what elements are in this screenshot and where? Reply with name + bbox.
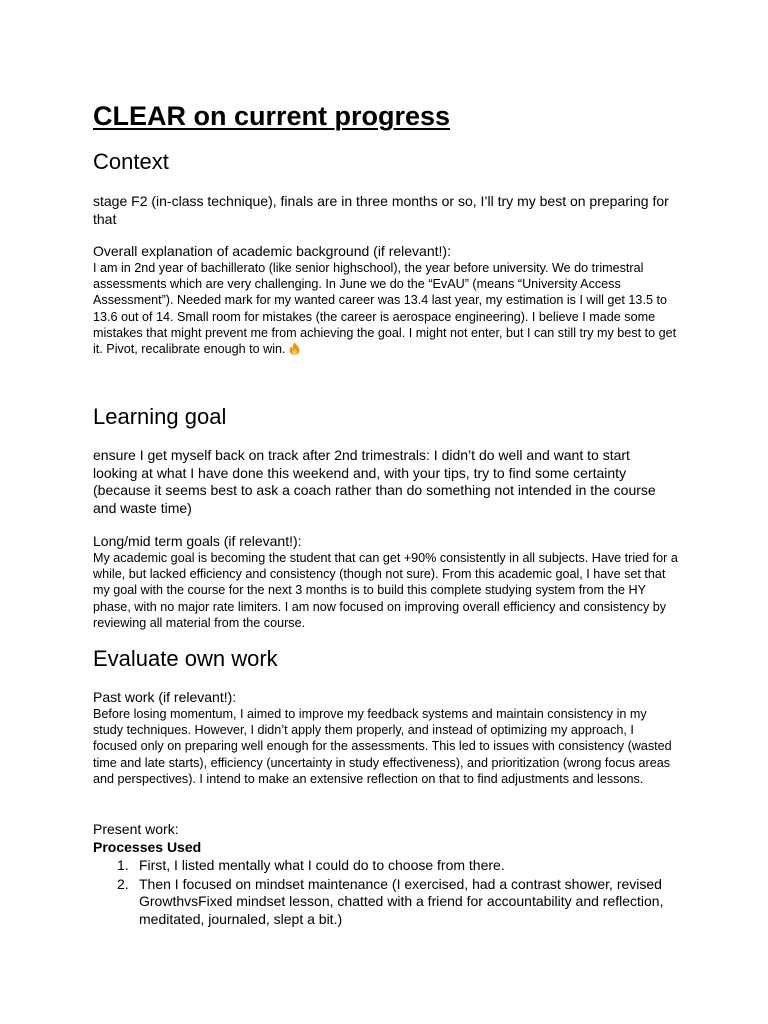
context-heading: Context — [93, 149, 169, 174]
processes-list — [93, 857, 678, 929]
long-mid-goals-label: Long/mid term goals (if relevant!): — [93, 533, 302, 549]
background-paragraph — [93, 260, 678, 357]
list-item-number: 2. — [117, 875, 129, 892]
background-label: Overall explanation of academic background (if relevant!): — [93, 243, 451, 259]
long-mid-goals-text: My academic goal is becoming the student that can get +90% consistently in all subjects. Have tried for a while, but lacked efficiency and consistency (though not sure). From this academic goal, I have set that my goal with the course for the next 3 months is to build this complete studying system from the HY phase, with no major rate limiters. I am now focused on improving overall efficiency and consistency by reviewing all material from the course. — [93, 551, 678, 630]
list-item-text: Then I focused on mindset maintenance (I exercised, had a contrast shower, revised GrowthvsFixed mindset lesson, chatted with a friend for accountability and reflection, meditated, journaled, slept a bit.) — [139, 875, 664, 927]
past-work-text: Before losing momentum, I aimed to improve my feedback systems and maintain consistency in my study techniques. However, I didn’t apply them properly, and instead of optimizing my approach, I focused only on preparing well enough for the assessments. This led to issues with consistency (wasted time and late starts), efficiency (uncertainty in study effectiveness), and prioritization (wrong focus areas and perspectives). I intend to make an extensive reflection on that to find adjustments and lessons. — [93, 707, 672, 786]
context-stage-text: stage F2 (in-class technique), finals are in three months or so, I’ll try my best on preparing for that — [93, 193, 669, 227]
document-title: CLEAR on current progress — [93, 101, 451, 131]
list-item — [93, 876, 678, 929]
past-work-label: Past work (if relevant!): — [93, 689, 237, 705]
processes-heading: Processes Used — [93, 839, 202, 855]
list-item-number: 1. — [117, 857, 129, 873]
learning-goal-text: ensure I get myself back on track after 2nd trimestrals: I didn’t do well and want to start looking at what I have done this weekend and, with your tips, try to find some certainty (because it seems best to ask a coach rather than do something not intended in the course and waste time) — [93, 447, 656, 516]
background-text: I am in 2nd year of bachillerato (like senior highschool), the year before university. We do trimestral assessments which are very challenging. In June we do the “EvAU” (means “University Access Assessment”). Needed mark for my wanted career was 13.4 last year, my estimation is I will get 13.5 to 13.6 out of 14. Small room for mistakes (the career is aerospace engineering). I believe I made some mistakes that might prevent me from achieving the goal. I might not enter, but I can still try my best to get it. Pivot, recalibrate enough to win. — [93, 261, 677, 357]
evaluate-heading: Evaluate own work — [93, 646, 278, 671]
list-item-text: First, I listed mentally what I could do to choose from there. — [139, 857, 505, 873]
learning-goal-heading: Learning goal — [93, 404, 227, 429]
list-item — [93, 857, 678, 875]
fire-icon — [289, 342, 300, 355]
present-work-label: Present work: — [93, 821, 179, 837]
